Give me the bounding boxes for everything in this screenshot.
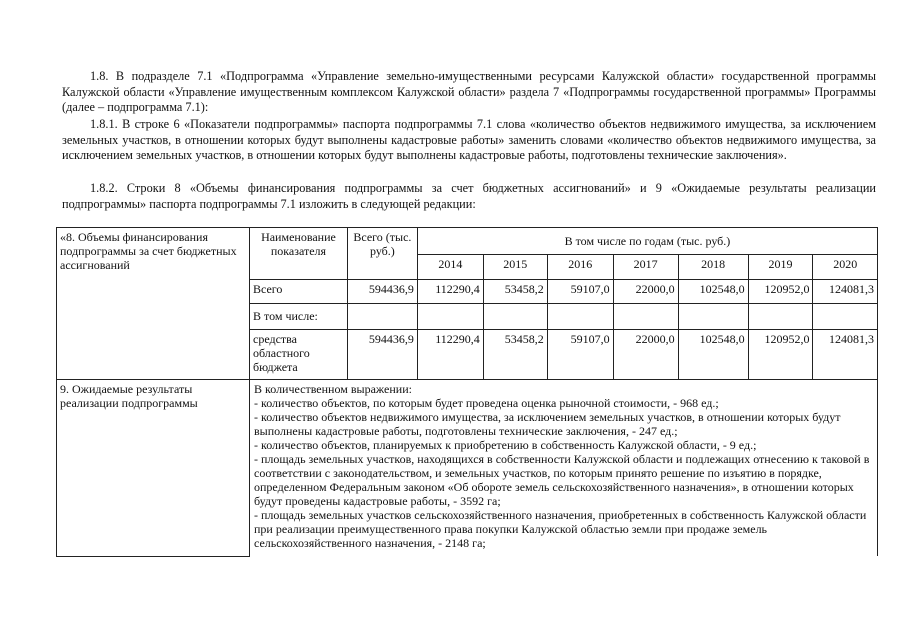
row-total-2018: 102548,0 [678,279,748,303]
passport-table [56,227,878,557]
financing-cell [250,228,878,380]
header-total: Всего (тыс. руб.) [347,228,417,279]
header-years: В том числе по годам (тыс. руб.) [417,228,877,254]
row-total-sum: 594436,9 [347,279,417,303]
year-2016: 2016 [547,254,613,279]
row-regional-name: средства областного бюджета [250,329,347,379]
row-regional [250,329,877,379]
row-9-results [57,380,878,557]
row-regional-2017: 22000,0 [613,329,678,379]
row-regional-2015: 53458,2 [483,329,547,379]
row-regional-2020: 124081,3 [813,329,877,379]
row-regional-2016: 59107,0 [547,329,613,379]
result-item: - количество объектов, планируемых к приобретению в собственность Калужской области, - 9 ед.; [254,438,757,452]
year-2017: 2017 [613,254,678,279]
year-2019: 2019 [748,254,813,279]
row-total-2020: 124081,3 [813,279,877,303]
paragraph-1-8-1: 1.8.1. В строке 6 «Показатели подпрограммы» паспорта подпрограммы 7.1 слова «количество объектов недвижимого имущества, за исключением земельных участков, в отношении которых будут выполнены кадастровые работы» заменить словами «количество объектов недвижимого имущества, за исключением земельных участков, в отношении которых будут выполнены кадастровые работы, подготовлены технические заключения». [62,117,876,163]
row-total-name: Всего [250,279,347,303]
paragraph-1-8: 1.8. В подразделе 7.1 «Подпрограмма «Управление земельно-имущественными ресурсами Калужской области» государственной программы Калужской области «Управление имущественным комплексом Калужской области» раздела 7 «Подпрограммы государственной программы» Программы (далее – подпрограмма 7.1): [62,69,876,115]
row-total-2015: 53458,2 [483,279,547,303]
financing-table [250,228,877,379]
row-regional-2019: 120952,0 [748,329,813,379]
row-total-2014: 112290,4 [417,279,483,303]
year-2020: 2020 [813,254,877,279]
results-intro: В количественном выражении: [254,382,412,396]
year-2014: 2014 [417,254,483,279]
row-regional-2014: 112290,4 [417,329,483,379]
row-total-2016: 59107,0 [547,279,613,303]
year-2015: 2015 [483,254,547,279]
row-total-2017: 22000,0 [613,279,678,303]
row-regional-2018: 102548,0 [678,329,748,379]
row-total [250,279,877,303]
result-item: - площадь земельных участков, находящихся в собственности Калужской области и подлежащих отнесению к таковой в соответствии с законодательством, и земельных участков, по которым принято решение по изъятию в порядке, определенном Федеральным законом «Об обороте земель сельскохозяйственного назначения», в отношении которых будут проведены кадастровые работы, - 3592 га; [254,452,870,508]
results-cell [250,380,878,557]
row-9-label: 9. Ожидаемые результаты реализации подпрограммы [57,380,250,557]
result-item: - количество объектов недвижимого имущества, за исключением земельных участков, в отношении которых будут выполнены кадастровые работы, подготовлены технические заключения, - 247 ед.; [254,410,841,438]
row-8-financing [57,228,878,380]
row-including-label: В том числе: [250,303,347,329]
year-2018: 2018 [678,254,748,279]
header-name: Наименование показателя [250,228,347,279]
row-regional-sum: 594436,9 [347,329,417,379]
paragraph-1-8-2: 1.8.2. Строки 8 «Объемы финансирования подпрограммы за счет бюджетных ассигнований» и 9 «Ожидаемые результаты реализации подпрограммы» паспорта подпрограммы 7.1 изложить в следующей редакции: [62,181,876,211]
row-total-2019: 120952,0 [748,279,813,303]
row-including [250,303,877,329]
result-item: - количество объектов, по которым будет проведена оценка рыночной стоимости, - 968 ед.; [254,396,719,410]
result-item: - площадь земельных участков сельскохозяйственного назначения, приобретенных в собственность Калужской области при реализации преимущественного права покупки Калужской областью земли при продаже земель сельскохозяйственного назначения, - 2148 га; [254,508,867,550]
row-8-label: «8. Объемы финансирования подпрограммы за счет бюджетных ассигнований [57,228,250,380]
